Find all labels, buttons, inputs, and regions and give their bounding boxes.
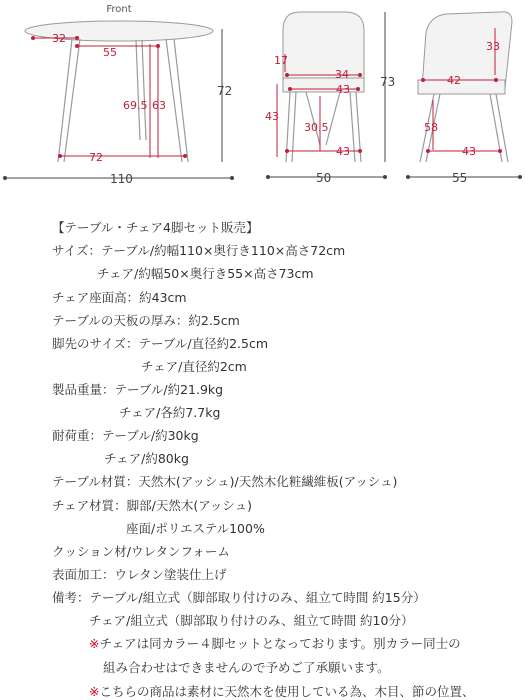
dim-chair-43-top: 43 bbox=[336, 83, 350, 96]
chair-side-seat bbox=[418, 80, 505, 94]
spec-size-chair: チェア/約幅50×奥行き55×高さ73cm bbox=[97, 266, 314, 281]
dim-side-43: 43 bbox=[462, 145, 476, 158]
note-1-mark: ※ bbox=[89, 636, 100, 651]
dim-chair-43-left: 43 bbox=[265, 110, 279, 123]
dim-table-32: 32 bbox=[52, 32, 66, 45]
note-2-text: こちらの商品は素材に天然木を使用している為、木目、節の位置、 bbox=[99, 684, 475, 699]
chair-front-drawing bbox=[265, 12, 395, 185]
dim-table-height: 72 bbox=[217, 84, 233, 98]
dim-side-58: 58 bbox=[424, 121, 438, 134]
spec-top-thickness: テーブルの天板の厚み：約2.5cm bbox=[52, 313, 240, 328]
dim-side-42: 42 bbox=[447, 74, 461, 87]
spec-title: 【テーブル・チェア4脚セット販売】 bbox=[52, 220, 259, 235]
chair-front-seat bbox=[283, 78, 364, 92]
dim-side-depth: 55 bbox=[452, 171, 468, 185]
spec-weight-chair: チェア/各約7.7kg bbox=[119, 405, 221, 420]
spec-leg-chair: チェア/直径約2cm bbox=[141, 359, 247, 374]
dim-table-63: 63 bbox=[152, 99, 166, 112]
dim-chair-34: 34 bbox=[335, 68, 349, 81]
spec-seat-height: チェア座面高：約43cm bbox=[52, 290, 187, 305]
dim-table-69-5: 69.5 bbox=[123, 99, 148, 112]
note-2-mark: ※ bbox=[89, 684, 100, 699]
table-drawing bbox=[3, 4, 234, 186]
dim-chair-43-bottom: 43 bbox=[336, 145, 350, 158]
dim-side-33: 33 bbox=[486, 40, 500, 53]
spec-leg-table: 脚先のサイズ：テーブル/直径約2.5cm bbox=[52, 336, 269, 351]
spec-note-2 bbox=[89, 682, 475, 700]
spec-chair-material-leg: チェア材質：脚部/天然木(アッシュ) bbox=[52, 498, 252, 513]
spec-remark-table: 備考：テーブル/組立式（脚部取り付けのみ、組立て時間 約15分） bbox=[52, 590, 426, 605]
spec-note-1b: 組み合わせはできませんので予めご了承願います。 bbox=[103, 660, 390, 675]
spec-finish: 表面加工：ウレタン塗装仕上げ bbox=[52, 567, 227, 582]
spec-cushion: クッション材/ウレタンフォーム bbox=[52, 544, 230, 559]
spec-table-material: テーブル材質：天然木(アッシュ)/天然木化粧繊維板(アッシュ) bbox=[52, 474, 398, 489]
dim-chair-height: 73 bbox=[380, 75, 396, 89]
spec-load-chair: チェア/約80kg bbox=[104, 451, 189, 466]
spec-weight-table: 製品重量：テーブル/約21.9kg bbox=[52, 382, 224, 397]
front-label: Front bbox=[106, 4, 132, 15]
dim-chair-30-5: 30.5 bbox=[304, 121, 329, 134]
spec-chair-material-seat: 座面/ポリエステル100% bbox=[126, 521, 265, 536]
spec-load-table: 耐荷重：テーブル/約30kg bbox=[52, 428, 199, 443]
dim-table-55: 55 bbox=[103, 46, 117, 59]
chair-side-drawing bbox=[406, 12, 522, 185]
dim-chair-width: 50 bbox=[316, 171, 332, 185]
dim-table-72-bottom: 72 bbox=[89, 151, 103, 164]
spec-remark-chair: チェア/組立式（脚部取り付けのみ、組立て時間 約10分） bbox=[89, 613, 414, 628]
spec-size-table: サイズ：テーブル/約幅110×奥行き110×高さ72cm bbox=[52, 243, 346, 258]
spec-note-1 bbox=[89, 634, 461, 652]
dim-table-width: 110 bbox=[110, 172, 133, 186]
dimension-diagram bbox=[0, 0, 525, 200]
dim-chair-17: 17 bbox=[274, 54, 288, 67]
note-1-text: チェアは同カラー４脚セットとなっております。別カラー同士の bbox=[99, 636, 461, 651]
